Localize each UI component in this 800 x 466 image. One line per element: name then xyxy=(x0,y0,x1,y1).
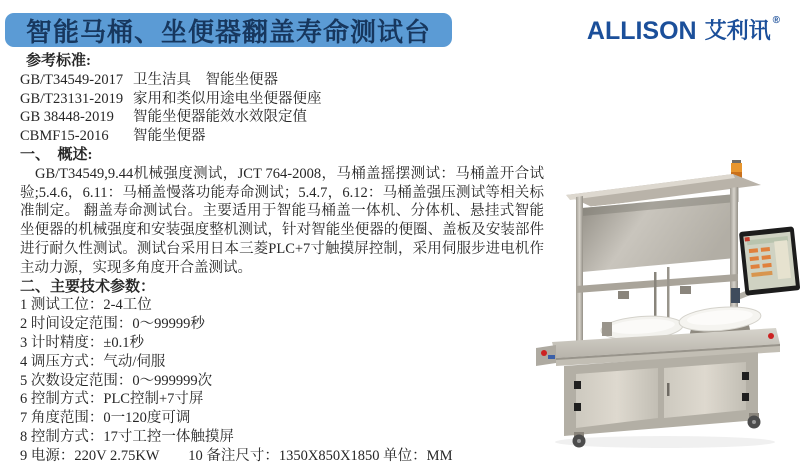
overview-paragraph: GB/T34549,9.44机械强度测试，JCT 764-2008，马桶盖摇摆测试：马桶盖开合试验;5.4.6，6.11：马桶盖慢落功能寿命测试；5.4.7，6.12：马桶盖强压测试等相关标准制定。 翻盖寿命测试台。主要适用于智能马桶盖一体机、分体机、悬挂式智能坐便器的机械强度和安装强度整机测试，针对智能坐便器的便圈、盖板及安装部件进行耐久性测试。测试台采用日本三菱PLC+7寸触摸屏控制，采用伺服步进电机作主动力源，实现多角度开合盖测试。 xyxy=(20,165,544,276)
parameter-row: 5 次数设定范围：0～999999次 xyxy=(20,372,213,389)
content-column xyxy=(20,52,544,466)
parameters-heading: 二、主要技术参数： xyxy=(20,278,156,295)
page-title-bar xyxy=(5,13,452,47)
brand-name-en: ALLISON xyxy=(586,17,697,45)
emergency-stop-left xyxy=(536,345,556,366)
parameter-row: 1 测试工位：2-4工位 xyxy=(20,297,152,314)
overview-heading: 一、 概述: xyxy=(20,146,93,163)
parameter-row: 8 控制方式：17寸工控一体触摸屏 xyxy=(20,428,234,445)
equipment-photo xyxy=(530,150,800,450)
standard-row xyxy=(20,71,544,90)
caster-left xyxy=(573,432,586,448)
parameter-row: 4 调压方式：气动/伺服 xyxy=(20,353,166,370)
door-handle xyxy=(667,383,670,396)
page-title: 智能马桶、坐便器翻盖寿命测试台 xyxy=(25,17,431,47)
cross-beam xyxy=(576,274,738,293)
standard-code: GB/T34549-2017 xyxy=(20,71,124,88)
standard-desc: 智能坐便器能效水效限定值 xyxy=(133,109,307,126)
standard-desc: 家用和类似用途电坐便器便座 xyxy=(133,90,322,107)
floor-shadow xyxy=(555,436,775,448)
cabinet-door-right xyxy=(664,362,746,418)
standard-row xyxy=(20,127,544,146)
touchscreen xyxy=(739,226,800,295)
caster-right xyxy=(748,413,761,429)
standard-desc: 卫生洁具 智能坐便器 xyxy=(133,71,278,88)
standard-code: CBMF15-2016 xyxy=(20,128,109,145)
standard-row xyxy=(20,108,544,127)
standard-desc: 智能坐便器 xyxy=(133,128,206,145)
brand-name-cn: 艾利讯 xyxy=(704,18,771,43)
parameter-row: 9 电源：220V 2.75KW 10 备注尺寸：1350X850X1850 单位：MM xyxy=(20,447,453,464)
brand-logo xyxy=(586,15,780,45)
emergency-stop-right xyxy=(768,333,774,339)
cabinet-door-left xyxy=(576,368,658,428)
parameter-row: 6 控制方式：PLC控制+7寸屏 xyxy=(20,391,204,408)
left-post xyxy=(576,196,583,349)
parameter-row: 7 角度范围：0一120度可调 xyxy=(20,410,191,427)
standard-code: GB/T23131-2019 xyxy=(20,90,124,107)
parameter-row: 3 计时精度：±0.1秒 xyxy=(20,334,144,351)
standard-code: GB 38448-2019 xyxy=(20,109,114,126)
standards-heading: 参考标准: xyxy=(26,53,91,69)
parameter-row: 2 时间设定范围：0～99999秒 xyxy=(20,316,205,333)
registered-trademark-icon: ® xyxy=(772,15,780,26)
standard-row xyxy=(20,90,544,109)
cabinet xyxy=(564,352,758,436)
